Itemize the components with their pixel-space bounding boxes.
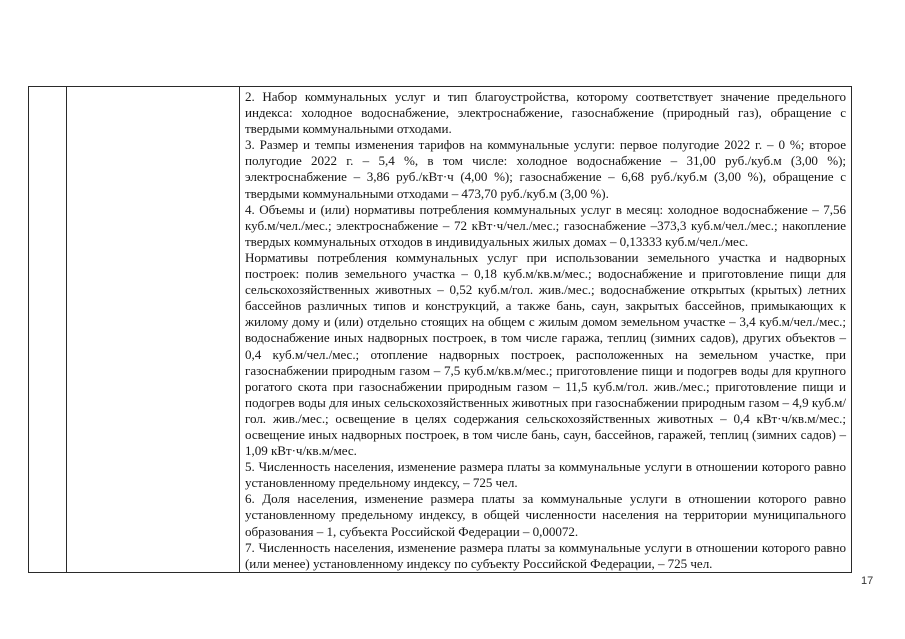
table-cell-empty-2: [67, 87, 240, 573]
paragraph-3: 3. Размер и темпы изменения тарифов на коммунальные услуги: первое полугодие 2022 г. – 0 %; второе полугодие 2022 г. – 5,4 %, в том числе: холодное водоснабжение – 31,00 руб./куб.м (3,00 %); электроснабжение – 3,86 руб./кВт·ч (4,00 %); газоснабжение – 6,68 руб./куб.м (3,00 %), обращение с твердыми коммунальными отходами – 473,70 руб./куб.м (3,00 %).: [245, 137, 846, 201]
paragraph-norms: Нормативы потребления коммунальных услуг при использовании земельного участка и надворных построек: полив земельного участка – 0,18 куб.м/кв.м/мес.; водоснабжение и приготовление пищи для сельскохозяйственных животных – 0,52 куб.м/гол. жив./мес.; водоснабжение открытых (крытых) летних бассейнов различных типов и конструкций, а также бань, саун, закрытых бассейнов, примыкающих к жилому дому и (или) отдельно стоящих на общем с жилым домом земельном участке – 3,4 куб.м/чел./мес.; водоснабжение иных надворных построек, в том числе гаража, теплиц (зимних садов), других объектов – 0,4 куб.м/чел./мес.; отопление надворных построек, расположенных на земельном участке, при газоснабжении природным газом – 7,5 куб.м/кв.м/мес.; приготовление пищи и подогрев воды для крупного рогатого скота при газоснабжении природным газом – 11,5 куб.м/гол. жив./мес.; приготовление пищи и подогрев воды для иных сельскохозяйственных животных при газоснабжении природным газом – 4,9 куб.м/гол. жив./мес.; освещение в целях содержания сельскохозяйственных животных – 0,4 кВт·ч/кв.м/мес.; освещение иных надворных построек, в том числе бань, саун, бассейнов, гаражей, теплиц (зимних садов) – 1,09 кВт·ч/кв.м/мес.: [245, 249, 846, 459]
table-cell-empty-1: [29, 87, 67, 573]
paragraph-4: 4. Объемы и (или) нормативы потребления коммунальных услуг в месяц: холодное водоснабжение – 7,56 куб.м/чел./мес.; электроснабжение – 72 кВт·ч/чел./мес.; газоснабжение –373,3 куб.м/чел./мес.; накопление твердых коммунальных отходов в индивидуальных жилых домах – 0,13333 куб.м/чел./мес.: [245, 201, 846, 249]
table-cell-content: [240, 87, 852, 573]
paragraph-6: 6. Доля населения, изменение размера платы за коммунальные услуги в отношении которого равно установленному предельному индексу, в общей численности населения на территории муниципального образования – 1, субъекта Российской Федерации – 0,00072.: [245, 491, 846, 539]
document-table: [28, 86, 852, 573]
paragraph-5: 5. Численность населения, изменение размера платы за коммунальные услуги в отношении которого равно установленному предельному индексу, – 725 чел.: [245, 459, 846, 491]
paragraph-7: 7. Численность населения, изменение размера платы за коммунальные услуги в отношении которого равно (или менее) установленному индексу по субъекту Российской Федерации, – 725 чел.: [245, 539, 846, 571]
page-number: 17: [861, 575, 874, 587]
paragraph-2: 2. Набор коммунальных услуг и тип благоустройства, которому соответствует значение предельного индекса: холодное водоснабжение, электроснабжение, газоснабжение (природный газ), обращение с твердыми коммунальными отходами.: [245, 89, 846, 137]
table-row: [29, 87, 852, 573]
